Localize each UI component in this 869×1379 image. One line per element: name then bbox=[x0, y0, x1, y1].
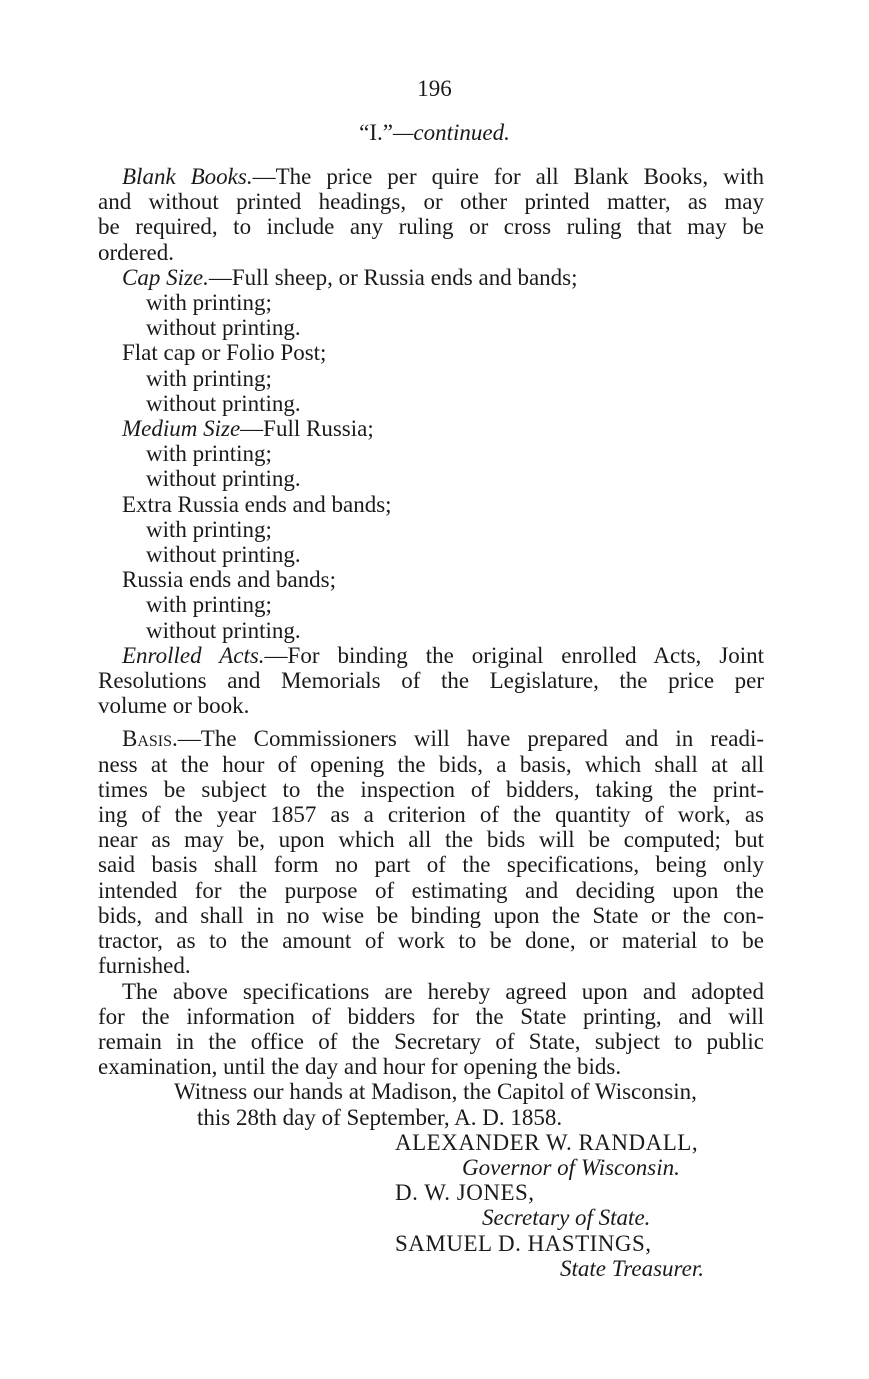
blank-books-line: —The price per quire for all Blank Books, with bbox=[252, 164, 764, 189]
basis-line: tractor, as to the amount of work to be done, or material to be bbox=[98, 928, 764, 954]
basis-line: said basis shall form no part of the specifications, being only bbox=[98, 852, 764, 878]
witness-block bbox=[122, 1079, 764, 1129]
without-printing: without printing. bbox=[146, 542, 301, 568]
enrolled-acts-paragraph bbox=[98, 642, 764, 719]
signatory-name: D. W. JONES, bbox=[395, 1180, 535, 1206]
page-number: 196 bbox=[417, 76, 452, 101]
continued-label: —continued. bbox=[392, 120, 510, 145]
enrolled-acts-lead: Enrolled Acts. bbox=[122, 642, 265, 668]
enrolled-acts-line: —For binding the original enrolled Acts, Joint bbox=[264, 642, 764, 668]
witness-date: this 28th day of September, A. D. 1858. bbox=[197, 1104, 563, 1130]
without-printing: without printing. bbox=[146, 315, 301, 341]
basis-lead: Basis. bbox=[122, 726, 178, 752]
basis-line: bids, and shall in no wise be binding upon the State or the con- bbox=[98, 902, 764, 928]
adoption-paragraph bbox=[98, 978, 764, 1080]
blank-books-paragraph bbox=[98, 164, 764, 265]
with-printing: with printing; bbox=[146, 441, 272, 467]
blank-books-lead: Blank Books. bbox=[122, 164, 253, 189]
with-printing: with printing; bbox=[146, 290, 272, 316]
signatory-title: Governor of Wisconsin. bbox=[462, 1154, 680, 1180]
adoption-line: for the information of bidders for the State printing, and will bbox=[98, 1003, 764, 1029]
basis-line: near as may be, upon which all the bids will be computed; but bbox=[98, 827, 764, 853]
basis-line: furnished. bbox=[98, 953, 191, 979]
basis-line: ness at the hour of opening the bids, a basis, which shall at all bbox=[98, 751, 764, 777]
basis-paragraph bbox=[98, 726, 764, 979]
section-heading bbox=[0, 120, 869, 145]
section-mark: “I.” bbox=[359, 120, 393, 145]
signature-block bbox=[122, 1130, 764, 1281]
signatory-title: Secretary of State. bbox=[482, 1205, 651, 1231]
adoption-line: examination, until the day and hour for opening the bids. bbox=[98, 1054, 622, 1080]
signatory-title: State Treasurer. bbox=[560, 1255, 704, 1281]
witness-line: Witness our hands at Madison, the Capitol of Wisconsin, bbox=[174, 1079, 697, 1105]
adoption-line: remain in the office of the Secretary of State, subject to public bbox=[98, 1028, 764, 1054]
cap-size-text: —Full sheep, or Russia ends and bands; bbox=[208, 264, 578, 290]
medium-size-text: —Full Russia; bbox=[240, 416, 374, 442]
enrolled-acts-line: volume or book. bbox=[98, 693, 250, 719]
with-printing: with printing; bbox=[146, 592, 272, 618]
blank-books-line: ordered. bbox=[98, 239, 174, 265]
without-printing: without printing. bbox=[146, 617, 301, 643]
signatory-name: ALEXANDER W. RANDALL, bbox=[395, 1129, 699, 1155]
basis-line: intended for the purpose of estimating and deciding upon the bbox=[98, 877, 764, 903]
russia-ends-text: Russia ends and bands; bbox=[122, 567, 337, 593]
blank-books-line: be required, to include any ruling or cross ruling that may be bbox=[98, 214, 764, 240]
basis-line: —The Commissioners will have prepared and in readi- bbox=[177, 726, 764, 752]
medium-size-lead: Medium Size bbox=[122, 416, 241, 442]
basis-line: times be subject to the inspection of bidders, taking the print- bbox=[98, 776, 764, 802]
enrolled-acts-line: Resolutions and Memorials of the Legislature, the price per bbox=[98, 668, 764, 694]
without-printing: without printing. bbox=[146, 466, 301, 492]
cap-size-lead: Cap Size. bbox=[122, 264, 209, 290]
adoption-line: The above specifications are hereby agreed upon and adopted bbox=[122, 978, 764, 1004]
with-printing: with printing; bbox=[146, 365, 272, 391]
sizes-list bbox=[122, 265, 764, 643]
flat-cap-text: Flat cap or Folio Post; bbox=[122, 340, 327, 366]
basis-line: ing of the year 1857 as a criterion of the quantity of work, as bbox=[98, 802, 764, 828]
without-printing: without printing. bbox=[146, 390, 301, 416]
with-printing: with printing; bbox=[146, 516, 272, 542]
extra-russia-text: Extra Russia ends and bands; bbox=[122, 491, 392, 517]
document-body bbox=[98, 164, 764, 1281]
signatory-name: SAMUEL D. HASTINGS, bbox=[395, 1230, 652, 1256]
blank-books-line: and without printed headings, or other printed matter, as may bbox=[98, 189, 764, 215]
